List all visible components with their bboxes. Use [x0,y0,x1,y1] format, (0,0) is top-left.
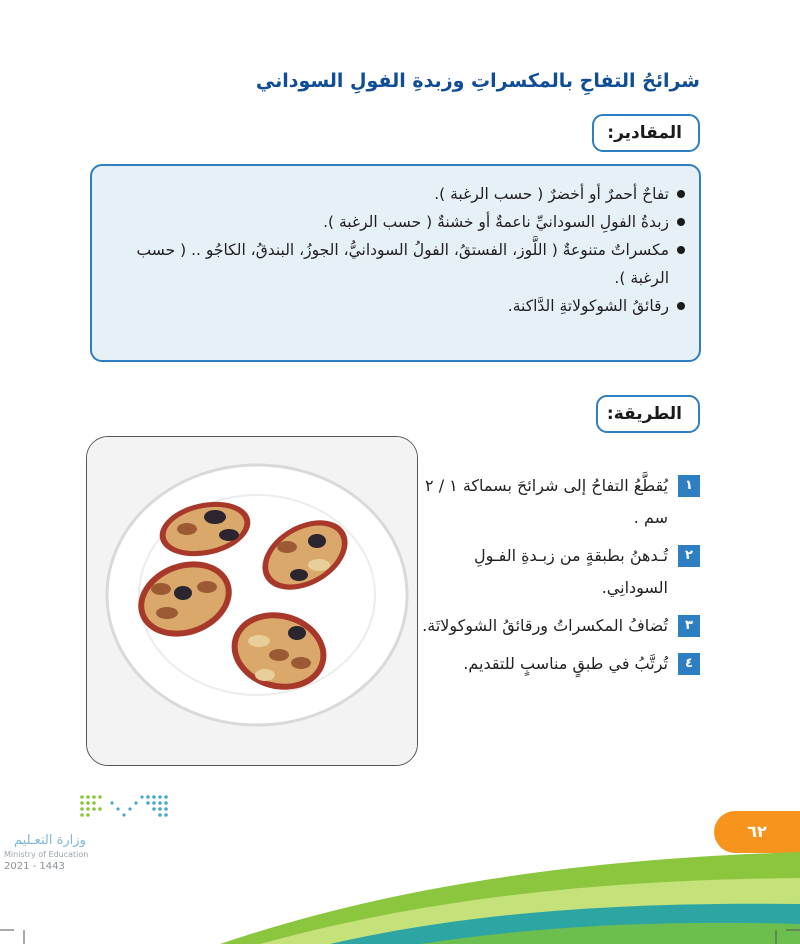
page-title: شرائحُ التفاحِ بالمكسراتِ وزبدةِ الفولِ السوداني [255,70,700,92]
ingredient-item: مكسراتٌ متنوعةٌ ( اللَّوز، الفستقُ، الفولُ السودانيُّ، الجوزُ، البندقُ، الكاجُو .. ( حسب الرغبة ). [102,236,685,292]
method-steps [420,470,700,686]
page-number-tab [714,811,800,853]
step-text: تُرتَّبُ في طبقٍ مناسبٍ للتقديم. [463,654,668,673]
method-label: الطريقة: [596,395,700,433]
step-text: تُـدهنُ بطبقةٍ من زبـدةِ الفـولِ السودانِي. [474,546,668,597]
step-text: تُضافُ المكسراتُ ورقائقُ الشوكولاتَة. [422,616,668,635]
logo-arabic-text: وزارة التعـليم [14,833,86,848]
decorative-wave [0,850,800,944]
ingredient-item: زبدةُ الفولِ السودانيِّ ناعمةٌ أو خشنةٌ ( حسب الرغبة ). [102,208,685,236]
step-number-badge: ٣ [678,615,700,637]
ingredients-label: المقادير: [592,114,700,152]
ingredients-list [102,180,685,320]
step-number-badge: ٤ [678,653,700,675]
step-number-badge: ١ [678,475,700,497]
logo-english-text: Ministry of Education [4,850,89,859]
apple-slices-photo [86,436,418,766]
ingredient-item: تفاحٌ أحمرٌ أو أخضرٌ ( حسب الرغبة ). [102,180,685,208]
logo-dots-icon [78,793,173,819]
ingredient-item: رقائقُ الشوكولاتةِ الدَّاكنة. [102,292,685,320]
ingredients-box [90,164,701,362]
step-item [420,470,700,534]
step-item [420,610,700,642]
step-item [420,648,700,680]
step-item [420,540,700,604]
step-number-badge: ٢ [678,545,700,567]
step-text: يُقطَّعُ التفاحُ إلى شرائحَ بسماكة ١ / ٢ سم . [425,476,668,527]
logo-year-text: 2021 - 1443 [4,861,65,872]
apple-slices-illustration [87,437,417,765]
page-number: ٦٢ [747,822,767,841]
